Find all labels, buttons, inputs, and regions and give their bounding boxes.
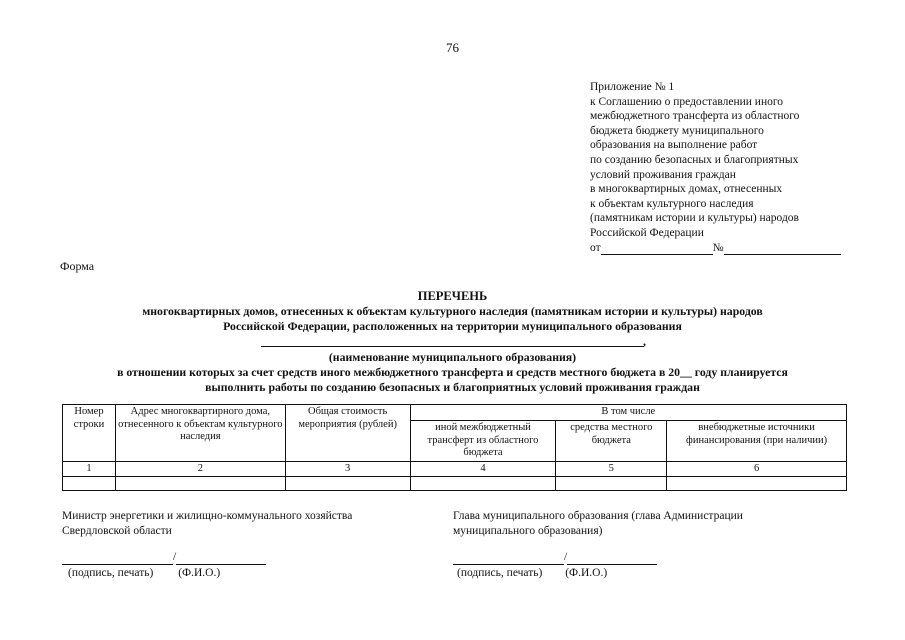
- appendix-line: (памятникам истории и культуры) народов: [590, 212, 799, 225]
- appendix-line: к объектам культурного наследия: [590, 197, 754, 210]
- table-cell: [667, 477, 847, 491]
- name-blank: [567, 554, 657, 565]
- sign-stamp-label: (подпись, печать): [68, 566, 154, 579]
- name-blank: [176, 554, 266, 565]
- relation-line: в отношении которых за счет средств иного межбюджетного трансферта и средств местного бюджета в 20__ году планируется: [117, 365, 788, 379]
- header-cell-cost: Общая стоимость мероприятия (рублей): [285, 405, 410, 462]
- header-cell-interbudget: иной межбюджетный трансферт из областного бюджета: [410, 421, 556, 462]
- signatory-title-line: Свердловской области: [62, 524, 172, 537]
- page-number: 76: [446, 40, 459, 55]
- appendix-line: межбюджетного трансферта из областного: [590, 110, 800, 123]
- appendix-block: [590, 80, 890, 255]
- appendix-line: в многоквартирных домах, отнесенных: [590, 183, 783, 196]
- appendix-line: Российской Федерации: [590, 226, 704, 239]
- sign-stamp-label: (подпись, печать): [457, 566, 543, 579]
- houses-table: [62, 404, 847, 491]
- column-number-cell: 5: [556, 461, 667, 477]
- signatory-title-line: Глава муниципального образования (глава Администрации: [453, 510, 743, 522]
- table-numbering-row: [63, 461, 847, 477]
- signature-block-head: [453, 509, 743, 580]
- table-cell: [556, 477, 667, 491]
- table-row: [63, 477, 847, 491]
- signature-blank: [453, 554, 564, 565]
- signatory-title-line: муниципального образования): [453, 524, 603, 537]
- appendix-line: условий проживания граждан: [590, 168, 736, 181]
- municipality-caption: (наименование муниципального образования): [328, 350, 577, 364]
- document-title: ПЕРЕЧЕНЬ: [417, 289, 488, 303]
- number-blank: [724, 243, 841, 255]
- from-label: от: [590, 241, 601, 254]
- header-cell-offbudget: внебюджетные источники финансирования (при наличии): [667, 421, 847, 462]
- relation-text: [60, 365, 845, 394]
- appendix-line: к Соглашению о предоставлении иного: [590, 95, 784, 108]
- signature-block-minister: [62, 509, 352, 580]
- column-number-cell: 4: [410, 461, 556, 477]
- appendix-line: по созданию безопасных и благоприятных: [590, 153, 799, 166]
- column-number-cell: 3: [285, 461, 410, 477]
- header-cell-number: Номер строки: [63, 405, 116, 462]
- document-subtitle: [60, 304, 845, 333]
- municipality-comma: ,: [643, 334, 646, 348]
- column-number-cell: 1: [63, 461, 116, 477]
- table-cell: [115, 477, 285, 491]
- signature-slash: /: [173, 551, 177, 563]
- table-header-row: [63, 405, 847, 421]
- appendix-line: образования на выполнение работ: [590, 139, 758, 152]
- municipality-name-blank: [261, 336, 644, 347]
- signature-labels: [453, 566, 743, 581]
- table-cell: [410, 477, 556, 491]
- appendix-line: бюджета бюджету муниципального: [590, 124, 764, 137]
- header-cell-address: Адрес многоквартирного дома, отнесенного к объектам культурного наследия: [115, 405, 285, 462]
- signature-blank: [62, 554, 173, 565]
- signature-labels: [62, 566, 352, 581]
- full-name-label: (Ф.И.О.): [178, 566, 221, 579]
- number-label: №: [712, 241, 724, 254]
- column-number-cell: 6: [667, 461, 847, 477]
- signatory-title-line: Министр энергетики и жилищно-коммунального хозяйства: [62, 510, 353, 522]
- signature-lines: [453, 550, 743, 565]
- date-blank: [601, 243, 713, 255]
- form-label: Форма: [60, 259, 95, 273]
- subtitle-line: многоквартирных домов, отнесенных к объектам культурного наследия (памятникам истории и культуры) народов: [142, 304, 763, 318]
- signature-lines: [62, 550, 352, 565]
- header-cell-local: средства местного бюджета: [556, 421, 667, 462]
- table-cell: [63, 477, 116, 491]
- header-cell-including: В том числе: [410, 405, 846, 421]
- appendix-line: Приложение № 1: [590, 81, 675, 93]
- subtitle-line: Российской Федерации, расположенных на территории муниципального образования: [223, 318, 682, 333]
- signature-slash: /: [564, 551, 568, 563]
- appendix-date-number-line: [590, 241, 890, 256]
- relation-line: выполнить работы по созданию безопасных и благоприятных условий проживания граждан: [205, 379, 700, 394]
- column-number-cell: 2: [115, 461, 285, 477]
- full-name-label: (Ф.И.О.): [565, 566, 608, 579]
- table-cell: [285, 477, 410, 491]
